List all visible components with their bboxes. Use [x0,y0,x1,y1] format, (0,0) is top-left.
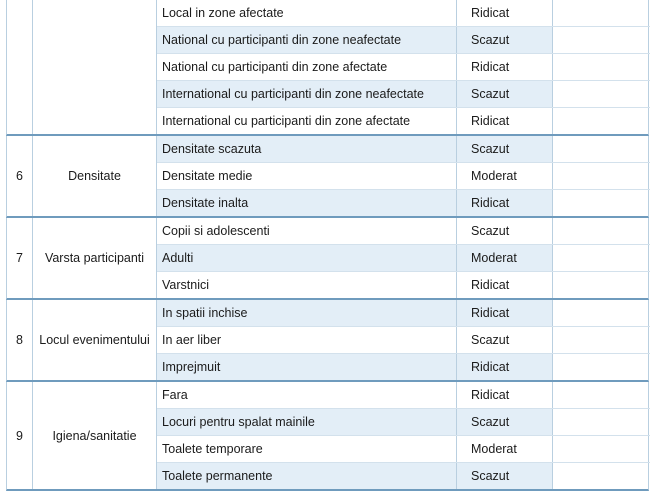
table-group [6,382,649,491]
criterion-options [157,382,650,489]
table-row [157,436,650,463]
empty-cell [553,81,650,107]
option-cell: Locuri pentru spalat mainile [157,409,457,435]
risk-level-cell: Ridicat [457,190,553,216]
risk-level-cell: Ridicat [457,0,553,26]
table-row [157,245,650,272]
risk-level-cell: Ridicat [457,382,553,408]
risk-level-cell: Moderat [457,163,553,189]
risk-level-cell: Scazut [457,463,553,489]
table-row [157,190,650,216]
option-cell: International cu participanti din zone neafectate [157,81,457,107]
risk-level-cell: Scazut [457,136,553,162]
option-cell: Fara [157,382,457,408]
table-row [157,163,650,190]
table-group [6,218,649,300]
criterion-name: Varsta participanti [33,218,157,298]
option-cell: Copii si adolescenti [157,218,457,244]
criterion-number: 7 [7,218,33,298]
option-cell: Imprejmuit [157,354,457,380]
risk-level-cell: Ridicat [457,54,553,80]
option-cell: In aer liber [157,327,457,353]
option-cell: Local in zone afectate [157,0,457,26]
risk-level-cell: Ridicat [457,272,553,298]
table-row [157,0,650,27]
criterion-options [157,218,650,298]
table-row [157,409,650,436]
table-row [157,136,650,163]
empty-cell [553,136,650,162]
option-cell: Adulti [157,245,457,271]
table-row [157,81,650,108]
table-row [157,218,650,245]
table-row [157,382,650,409]
risk-level-cell: Scazut [457,409,553,435]
empty-cell [553,163,650,189]
table-row [157,354,650,380]
empty-cell [553,409,650,435]
empty-cell [553,354,650,380]
empty-cell [553,108,650,134]
option-cell: National cu participanti din zone afectate [157,54,457,80]
risk-level-cell: Scazut [457,327,553,353]
option-cell: Densitate scazuta [157,136,457,162]
option-cell: Densitate medie [157,163,457,189]
criterion-name: Igiena/sanitatie [33,382,157,489]
criterion-name [33,0,157,134]
option-cell: Densitate inalta [157,190,457,216]
option-cell: Toalete temporare [157,436,457,462]
option-cell: Varstnici [157,272,457,298]
empty-cell [553,382,650,408]
criterion-number [7,0,33,134]
criterion-options [157,136,650,216]
table-row [157,463,650,489]
empty-cell [553,436,650,462]
table-row [157,54,650,81]
criterion-number: 6 [7,136,33,216]
risk-level-cell: Ridicat [457,354,553,380]
criterion-name: Densitate [33,136,157,216]
risk-level-cell: Scazut [457,27,553,53]
option-cell: In spatii inchise [157,300,457,326]
empty-cell [553,27,650,53]
risk-level-cell: Scazut [457,81,553,107]
risk-level-cell: Moderat [457,436,553,462]
empty-cell [553,218,650,244]
criterion-options [157,300,650,380]
table-group [6,300,649,382]
table-row [157,272,650,298]
empty-cell [553,300,650,326]
risk-level-cell: Moderat [457,245,553,271]
risk-level-cell: Ridicat [457,108,553,134]
risk-assessment-table [6,0,649,491]
risk-level-cell: Ridicat [457,300,553,326]
table-row [157,300,650,327]
empty-cell [553,190,650,216]
option-cell: International cu participanti din zone afectate [157,108,457,134]
empty-cell [553,463,650,489]
table-group [6,136,649,218]
option-cell: National cu participanti din zone neafectate [157,27,457,53]
risk-level-cell: Scazut [457,218,553,244]
table-row [157,108,650,134]
empty-cell [553,245,650,271]
criterion-number: 8 [7,300,33,380]
empty-cell [553,327,650,353]
table-row [157,27,650,54]
empty-cell [553,272,650,298]
table-group [6,0,649,136]
criterion-options [157,0,650,134]
option-cell: Toalete permanente [157,463,457,489]
empty-cell [553,54,650,80]
criterion-name: Locul evenimentului [33,300,157,380]
table-row [157,327,650,354]
criterion-number: 9 [7,382,33,489]
empty-cell [553,0,650,26]
